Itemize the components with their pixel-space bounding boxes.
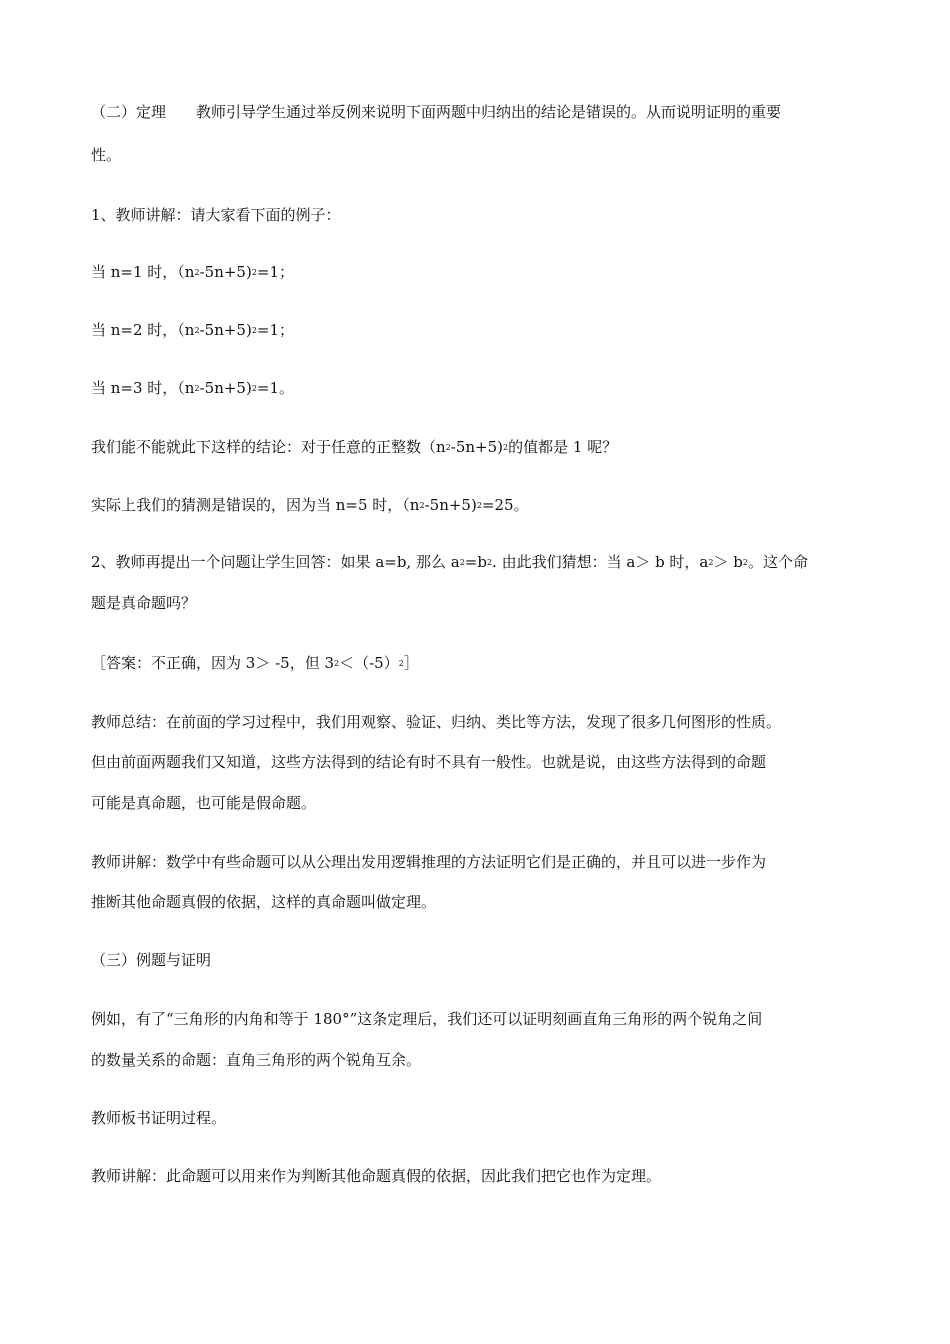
section3-heading: （三）例题与证明 <box>91 951 212 969</box>
example1-case2: 当 n=2 时，$(n^2-5n+5)^2=1$； <box>91 321 295 339</box>
section3-board: 教师板书证明过程。 <box>91 1109 227 1127</box>
section2-intro-line2: 性。 <box>91 146 122 164</box>
example2-line1: 2、教师再提出一个问题让学生回答：如果 a=b, 那么 $a^2=b^2$. 由此我们猜想：当 a＞ b 时，$a^2> b^2$。这个命 <box>91 553 808 571</box>
summary-line2: 但由前面两题我们又知道，这些方法得到的结论有时不具有一般性。也就是说，由这些方法得到的命题 <box>91 753 767 771</box>
section3-example-line2: 的数量关系的命题：直角三角形的两个锐角互余。 <box>91 1051 422 1069</box>
lecture-line2: 推断其他命题真假的依据，这样的真命题叫做定理。 <box>91 893 437 911</box>
section2-heading: （二）定理 <box>91 103 167 121</box>
section3-example-line1: 例如，有了“三角形的内角和等于 180°”这条定理后，我们还可以证明刻画直角三角形的两个锐角之间 <box>91 1010 763 1028</box>
example1-case1: 当 n=1 时，$(n^2-5n+5)^2=1$； <box>91 263 295 281</box>
example1-title: 1、教师讲解：请大家看下面的例子： <box>91 206 341 224</box>
example2-answer: ［答案：不正确，因为 3＞ -5，但 $3^2<(-5)^2]$ <box>91 654 419 672</box>
example1-answer: 实际上我们的猜测是错误的，因为当 n=5 时，$(n^2-5n+5)^2=25$。 <box>91 496 529 514</box>
section3-final: 教师讲解：此命题可以用来作为判断其他命题真假的依据，因此我们把它也作为定理。 <box>91 1167 662 1185</box>
example1-question: 我们能不能就此下这样的结论：对于任意的正整数$(n^2-5n+5)^2$的值都是 1 呢？ <box>91 438 618 456</box>
summary-line3: 可能是真命题，也可能是假命题。 <box>91 794 317 812</box>
example1-case3: 当 n=3 时，$(n^2-5n+5)^2=1$。 <box>91 379 295 397</box>
summary-line1: 教师总结：在前面的学习过程中，我们用观察、验证、归纳、类比等方法，发现了很多几何图形的性质。 <box>91 713 782 731</box>
example2-line2: 题是真命题吗？ <box>91 594 197 612</box>
section2-intro-line1: （二）定理 教师引导学生通过举反例来说明下面两题中归纳出的结论是错误的。从而说明证明的重要 <box>91 103 782 121</box>
lecture-line1: 教师讲解：数学中有些命题可以从公理出发用逻辑推理的方法证明它们是正确的，并且可以进一步作为 <box>91 853 767 871</box>
